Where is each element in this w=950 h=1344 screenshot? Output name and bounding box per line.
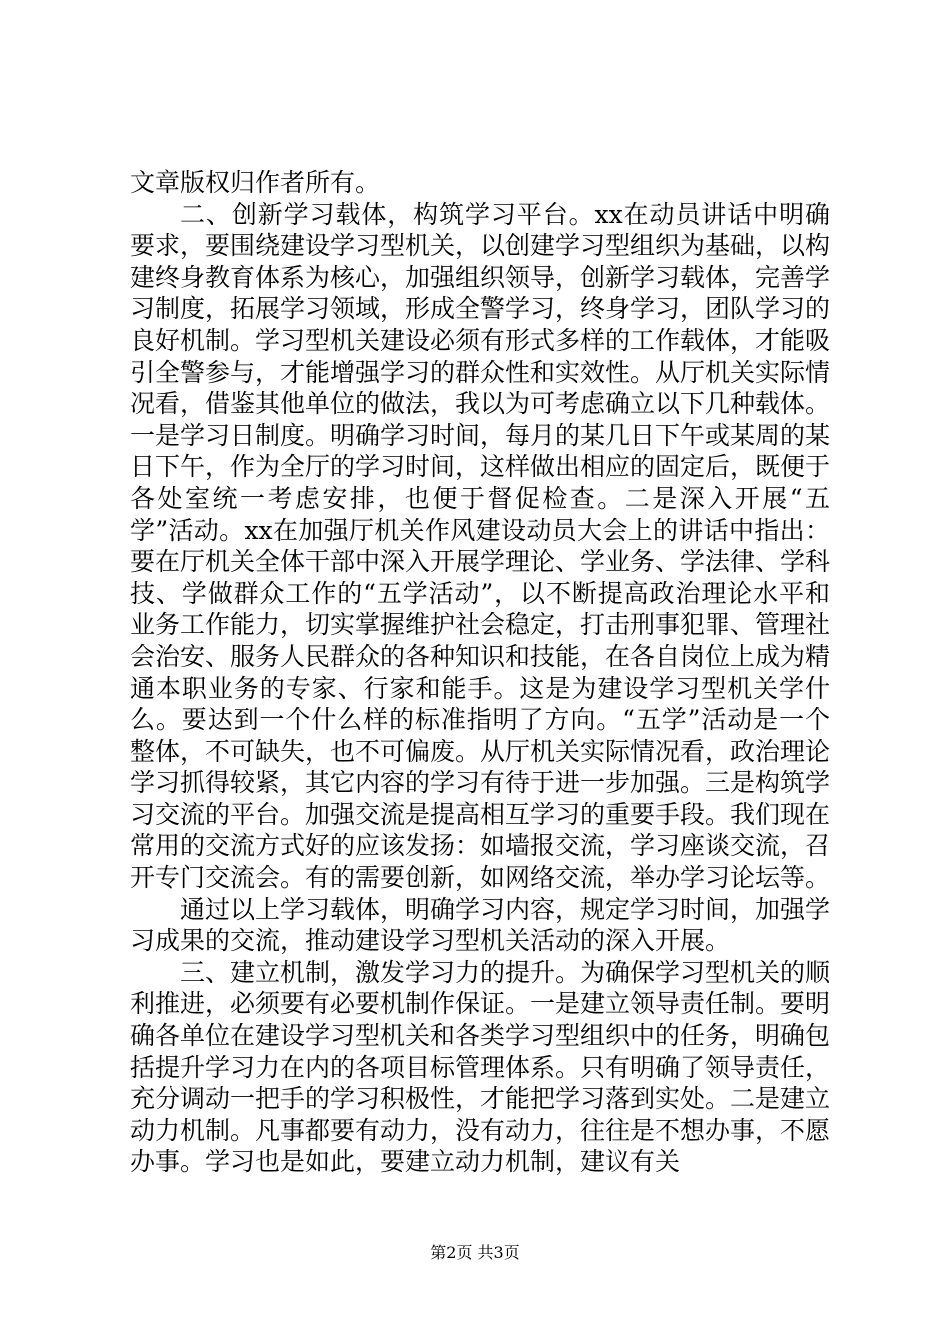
- paragraph-copyright: 文章版权归作者所有。: [130, 168, 381, 197]
- paragraph-section-three: 三、建立机制，激发学习力的提升。为确保学习型机关的顺利推进，必须要有必要机制作保证。一是建立领导责任制。要明确各单位在建设学习型机关和各类学习型组织中的任务，明确包括提升学习力在内的各项目标管理体系。只有明确了领导责任，充分调动一把手的学习积极性，才能把学习落到实处。二是建立动力机制。凡事都要有动力，没有动力，往往是不想办事，不愿办事。学习也是如此，要建立动力机制，建议有关: [130, 957, 831, 1177]
- document-body: [130, 167, 830, 1178]
- page-footer: 第2页 共3页: [430, 1243, 520, 1262]
- paragraph-summary: 通过以上学习载体，明确学习内容，规定学习时间，加强学习成果的交流，推动建设学习型机关活动的深入开展。: [130, 894, 831, 956]
- paragraph-section-two: 二、创新学习载体，构筑学习平台。xx在动员讲话中明确要求，要围绕建设学习型机关，以创建学习型组织为基础，以构建终身教育体系为核心，加强组织领导，创新学习载体，完善学习制度，拓展学习领域，形成全警学习，终身学习，团队学习的良好机制。学习型机关建设必须有形式多样的工作载体，才能吸引全警参与，才能增强学习的群众性和实效性。从厅机关实际情况看，借鉴其他单位的做法，我以为可考虑确立以下几种载体。一是学习日制度。明确学习时间，每月的某几日下午或某周的某日下午，作为全厅的学习时间，这样做出相应的固定后，既便于各处室统一考虑安排，也便于督促检查。二是深入开展“五学”活动。xx在加强厅机关作风建设动员大会上的讲话中指出：要在厅机关全体干部中深入开展学理论、学业务、学法律、学科技、学做群众工作的“五学活动”，以不断提高政治理论水平和业务工作能力，切实掌握维护社会稳定，打击刑事犯罪、管理社会治安、服务人民群众的各种知识和技能，在各自岗位上成为精通本职业务的专家、行家和能手。这是为建设学习型机关学什么。要达到一个什么样的标准指明了方向。“五学”活动是一个整体，不可缺失，也不可偏废。从厅机关实际情况看，政治理论学习抓得较紧，其它内容的学习有待于进一步加强。三是构筑学习交流的平台。加强交流是提高相互学习的重要手段。我们现在常用的交流方式好的应该发扬：如墙报交流，学习座谈交流，召开专门交流会。有的需要创新，如网络交流，举办学习论坛等。: [130, 199, 831, 893]
